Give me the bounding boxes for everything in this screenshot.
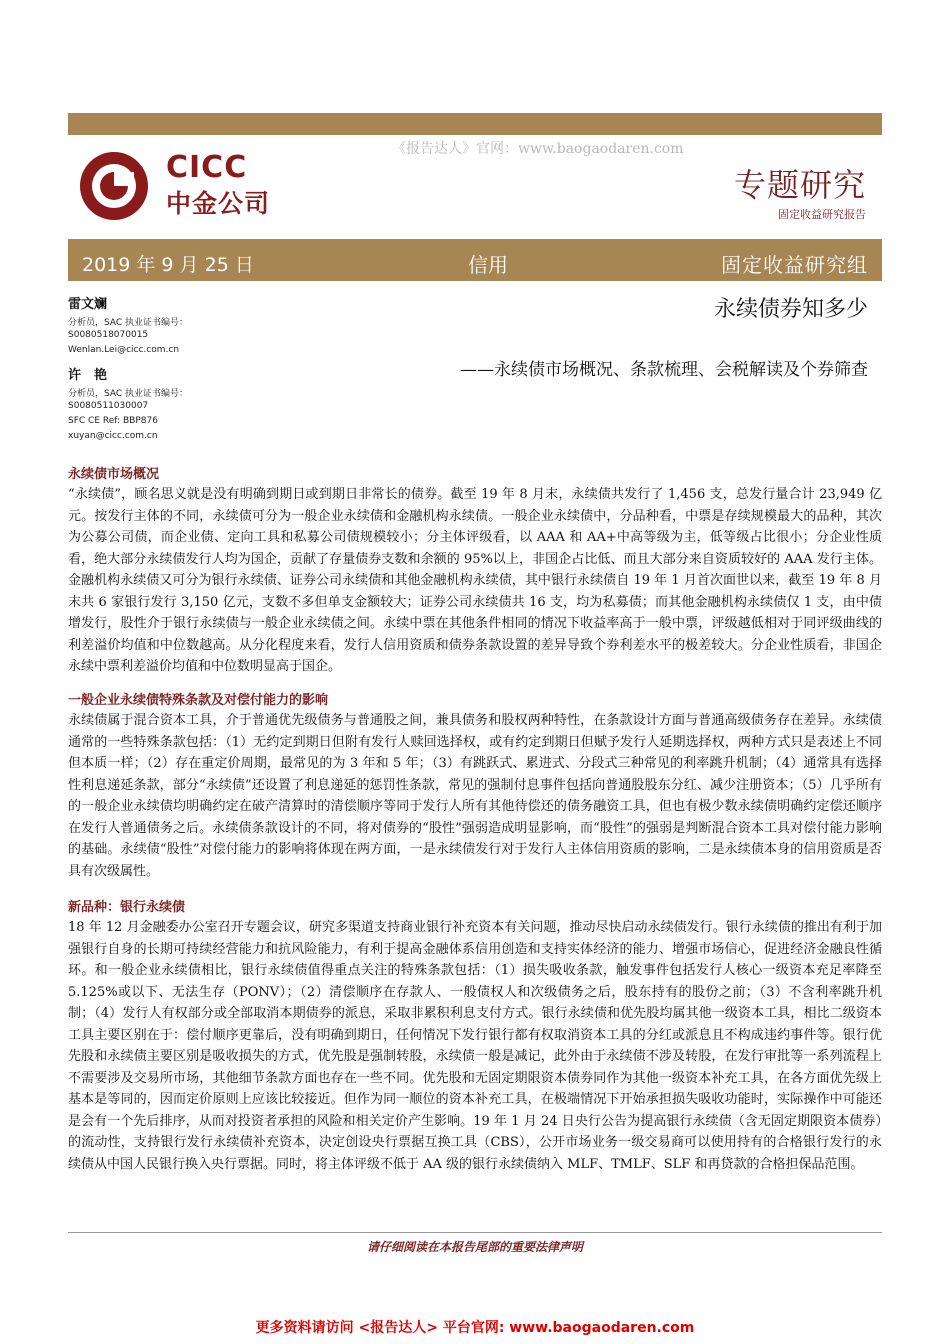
report-subtype: 固定收益研究报告 bbox=[778, 208, 866, 221]
top-decor-bar bbox=[68, 113, 882, 135]
report-type: 专题研究 bbox=[733, 166, 866, 204]
analyst-role: 分析员，SAC 执业证书编号： bbox=[68, 318, 189, 328]
analyst-email[interactable]: xuyan@cicc.com.cn bbox=[68, 431, 158, 441]
section-body: 18 年 12 月金融委办公室召开专题会议，研究多渠道支持商业银行补充资本有关问题，推动尽快启动永续债发行。银行永续债的推出有利于加强银行自身的长期可持续经营能力和抗风险能力，有利于提高金融体系信用创造和支持实体经济的能力、增强市场信心，促进经济金融良性循环。和一般企业永续债相比，银行永续债值得重点关注的特殊条款包括：（1）损失吸收条款，触发事件包括发行人核心一级资本充足率降至 5.125%或以下、无法生存（PONV）；（2）清偿顺序在存款人、一般债权人和次级债务之后，股东持有的股份之前；（3）不含利率跳升机制；（4）发行人有权部分或全部取消本期债券的派息，采取非累积利息支付方式。银行永续债和优先股均属其他一级资本工具，相比二级资本工具主要区别在于：偿付顺序更靠后，没有明确到期日，任何情况下发行银行都有权取消资本工具的分红或派息且不构成违约事件等。银行优先股和永续债主要区别是吸收损失的方式，优先股是强制转股，永续债一般是减记，此外由于永续债不涉及转股，在发行审批等一系列流程上不需要涉及交易所市场，其他细节条款方面也存在一些不同。优先股和无固定期限资本债券同作为其他一级资本补充工具，在各方面优先级上基本是等同的，因而定价原则上应该比较接近。但作为同一顺位的资本补充工具，在极端情况下开始承担损失吸收功能时，实际操作中可能还是会有一个先后排序，从而对投资者承担的风险和相关定价产生影响。19 年 1 月 24 日央行公告为提高银行永续债（含无固定期限资本债券）的流动性，支持银行发行永续债补充资本，决定创设央行票据互换工具（CBS），公开市场业务一级交易商可以使用持有的合格银行发行的永续债从中国人民银行换入央行票据。同时，将主体评级不低于 AA 级的银行永续债纳入 MLF、TMLF、SLF 和再贷款的合格担保品范围。 bbox=[68, 920, 882, 1172]
analyst-name: 雷文斓 bbox=[68, 297, 108, 312]
report-category: 信用 bbox=[468, 253, 508, 277]
analyst-email[interactable]: Wenlan.Lei@cicc.com.cn bbox=[68, 345, 180, 355]
section-body: 永续债属于混合资本工具，介于普通优先级债务与普通股之间，兼具债务和股权两种特性，在条款设计方面与普通高级债务存在差异。永续债通常的一些特殊条款包括：（1）无约定到期日但附有发行人赎回选择权，或有约定到期日但赋予发行人延期选择权，两种方式只是表述上不同但本质一样；（2）存在重定价周期，最常见的为 3 年和 5 年；（3）有跳跃式、累进式、分段式三种常见的利率跳升机制；（4）通常具有选择性利息递延条款，部分“永续债”还设置了利息递延的惩罚性条款，常见的强制付息事件包括向普通股股东分红、减少注册资本；（5）几乎所有的一般企业永续债均明确约定在破产清算时的清偿顺序等同于发行人所有其他待偿还的债务融资工具，但也有极少数永续债明确约定偿还顺序在发行人普通债务之后。永续债条款设计的不同，将对债券的“股性”强弱造成明显影响，而“股性”的强弱是判断混合资本工具对偿付能力影响的基础。永续债“股性”对偿付能力的影响将体现在两方面，一是永续债发行对于发行人主体信用资质的影响，二是永续债本身的信用资质是否具有次级属性。 bbox=[68, 713, 882, 879]
footer-divider bbox=[68, 1232, 882, 1233]
analyst-name: 许 艳 bbox=[68, 368, 108, 383]
report-date: 2019 年 9 月 25 日 bbox=[82, 254, 254, 276]
footer-link-text[interactable]: 更多资料请访问 <报告达人> 平台官网: www.baogaodaren.com bbox=[255, 1320, 695, 1336]
analyst-cert: S0080518070015 bbox=[68, 330, 149, 340]
logo-text-cn: 中金公司 bbox=[166, 189, 271, 218]
section-body: “永续债”，顾名思义就是没有明确到期日或到期日非常长的债券。截至 19 年 8 月末，永续债共发行了 1,456 支，总发行量合计 23,949 亿元。按发行主体的不同，永续债可分为一般企业永续债和金融机构永续债。一般企业永续债中，分品种看，中票是存续规模最大的品种，其次为公募公司债，而企业债、定向工具和私募公司债规模较小；分主体评级看，以 AAA 和 AA+中高等级为主，低等级占比很小；分企业性质看，绝大部分永续债发行人均为国企，贡献了存量债券支数和余额的 95%以上，非国企占比低、而且大部分来自资质较好的 AAA 发行主体。金融机构永续债又可分为银行永续债、证券公司永续债和其他金融机构永续债，其中银行永续债自 19 年 1 月首次面世以来，截至 19 年 8 月末共 6 家银行发行 3,150 亿元，支数不多但单支金额较大；证券公司永续债共 16 支，均为私募债；而其他金融机构永续债仅 1 支，由中债增发行，股性介于银行永续债与一般企业永续债之间。永续中票在其他条件相同的情况下收益率高于一般中票，评级越低相对于同评级曲线的利差溢价均值和中位数越高。从分化程度来看，发行人信用资质和债券条款设置的差异导致个券利差水平的极差较大。分企业性质看，非国企永续中票利差溢价均值和中位数明显高于国企。 bbox=[68, 487, 882, 674]
section-heading: 新品种：银行永续债 bbox=[68, 900, 186, 915]
document-subtitle: ——永续债市场概况、条款梳理、会税解读及个券筛查 bbox=[460, 360, 868, 380]
section-heading: 一般企业永续债特殊条款及对偿付能力的影响 bbox=[68, 693, 329, 708]
analyst-role: 分析员，SAC 执业证书编号： bbox=[68, 389, 189, 399]
section-heading: 永续债市场概况 bbox=[68, 467, 160, 482]
logo-text-en: CICC bbox=[166, 150, 248, 185]
analyst-cert: S0080511030007 bbox=[68, 401, 149, 411]
cicc-logo-icon bbox=[78, 150, 150, 222]
research-group: 固定收益研究组 bbox=[721, 253, 868, 277]
watermark-text: 《报告达人》官网：www.baogaodaren.com bbox=[392, 141, 684, 157]
document-title: 永续债券知多少 bbox=[713, 297, 868, 322]
analyst-sfc-ref: SFC CE Ref: BBP876 bbox=[68, 416, 158, 426]
legal-notice: 请仔细阅读在本报告尾部的重要法律声明 bbox=[366, 1240, 583, 1254]
